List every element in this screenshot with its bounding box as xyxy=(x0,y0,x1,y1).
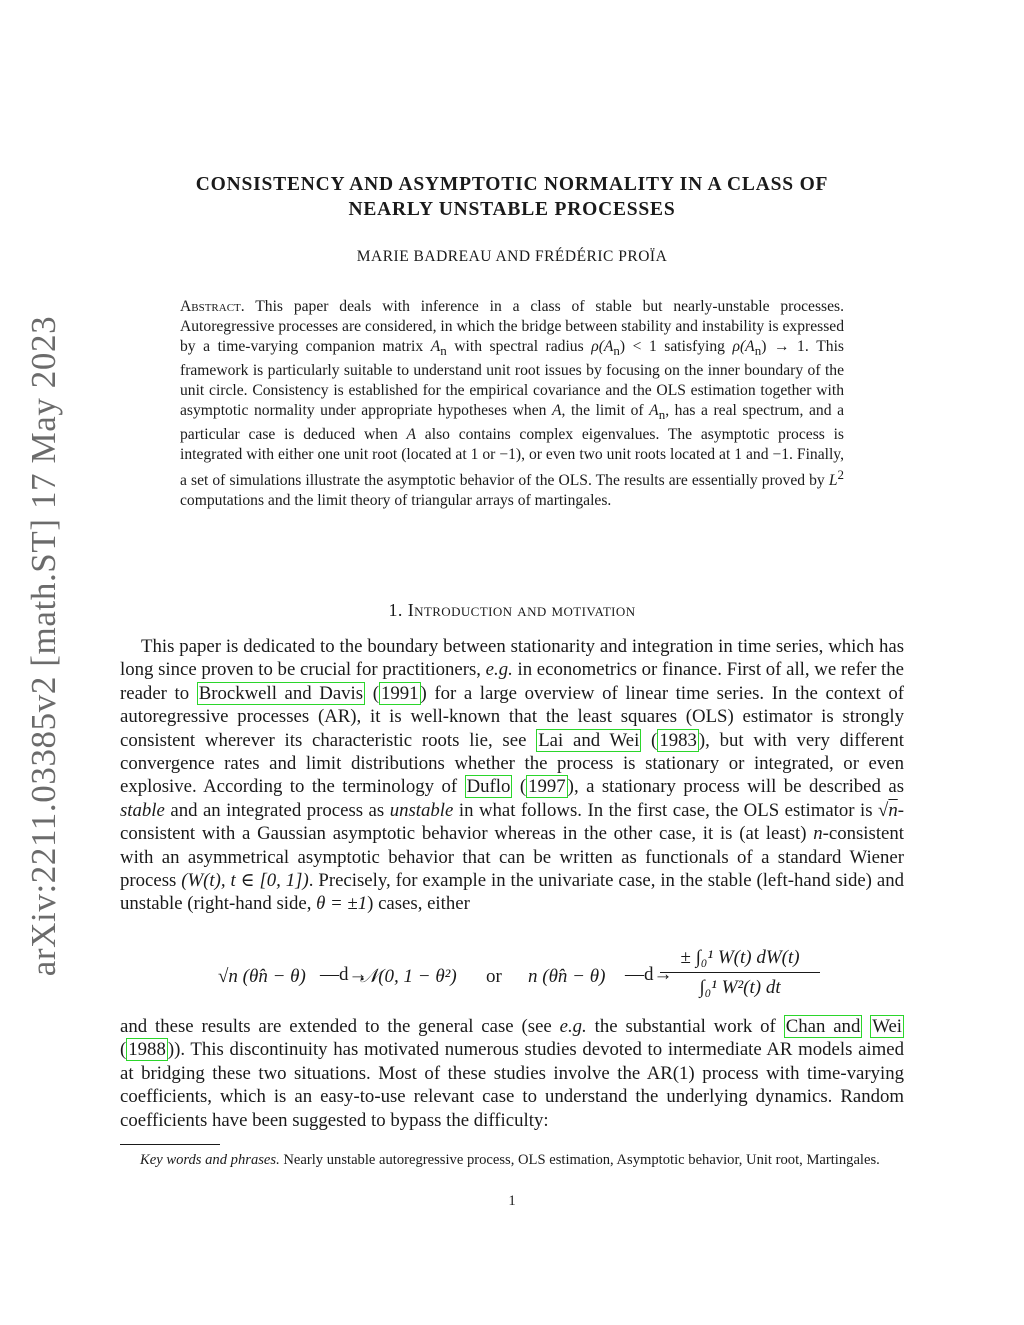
arxiv-identifier-text: arXiv:2211.03385v2 [math.ST] 17 May 2023 xyxy=(24,315,63,977)
abstract-text-6: , has a real spectrum, and a particular case is deduced when xyxy=(180,402,845,444)
citation-year-1997[interactable]: 1997 xyxy=(528,776,566,798)
eg-italic: e.g. xyxy=(559,1016,587,1037)
eq-denominator: ∫₀¹ W²(t) dt xyxy=(699,977,781,998)
math-sub-n: n xyxy=(658,407,666,423)
citation-link-brockwell-davis[interactable]: Brockwell and Davis xyxy=(198,682,364,704)
eq-arrow-left: —d→ xyxy=(320,964,368,985)
math-A: A xyxy=(430,338,441,355)
sqrt-symbol: √ xyxy=(878,799,889,821)
math-rho: ρ(A xyxy=(591,338,614,355)
abstract xyxy=(180,297,844,511)
para-text: ). This discontinuity has motivated numerous studies devoted to intermediate AR models aimed at bridging these two situations. Most of these studies involve the AR(1) process with time-varying coefficients, which is an easy-to-use relevant case to understand the underlying dynamics. Random coefficients have been suggested to bypass the difficulty: xyxy=(120,1039,904,1131)
eq-arrow-right: —d→ xyxy=(625,964,673,985)
math-L: L xyxy=(828,472,838,490)
citation-year-1988[interactable]: 1988 xyxy=(128,1039,166,1061)
intro-text: and an integrated process as xyxy=(164,799,390,821)
abstract-text-4: . This framework is particularly suitable to understand unit root issues by focusing on the inner boundary of the unit circle. Consistency is established for the empirical covariance and the OLS estimation together with asymptotic normality under appropriate hypotheses when xyxy=(180,338,844,420)
page-number: 1 xyxy=(508,1193,516,1209)
title-line-1: CONSISTENCY AND ASYMPTOTIC NORMALITY IN A CLASS OF xyxy=(195,174,829,195)
term-unstable: unstable xyxy=(389,799,454,821)
para-text: the substantial work of xyxy=(586,1016,784,1037)
math-A: A xyxy=(551,402,562,420)
citation-link-chan-wei[interactable]: Chan and xyxy=(785,1016,861,1037)
title-line-2: NEARLY UNSTABLE PROCESSES xyxy=(348,199,676,220)
intro-paragraph: This paper is dedicated to the boundary between stationarity and integration in time series, which has long since proven to be crucial for practitioners, e.g. in econometrics or finance. First of all, we refer the reader to Brockwell and Davis ( 1991 ) for a large overview of linear time series. In the context of autoregressive processes (AR), it is well-known that the least squares (OLS) estimator is strongly consistent wherever its characteristic roots lie, see Lai and Wei ( 1983 ), but with very different convergence rates and limit distributions whether the process is stationary or integrated, or even explosive. According to the terminology of Duflo ( 1997 ), a stationary process will be described as stable and an integrated process as unstable in what follows. In the first case, the OLS estimator is √n-consistent with a Gaussian asymptotic behavior whereas in the other case, it is (at least) n-consistent with an asymmetrical asymptotic behavior that can be written as functionals of a standard Wiener process (W(t), t ∈ [0, 1]). Precisely, for example in the univariate case, in the stable (left-hand side) and unstable (right-hand side, θ = ±1) cases, either xyxy=(120,636,905,915)
eq-normal-limit: 𝒩(0, 1 − θ²) xyxy=(360,966,457,987)
intro-text: , but with very different convergence rates and limit distributions whether the process is stationary or integrated, or even explosive. According to the terminology of xyxy=(120,729,904,798)
intro-text: in econometrics or finance. First of all, we refer the reader to xyxy=(120,659,904,704)
footnote-text: Nearly unstable autoregressive process, OLS estimation, Asymptotic behavior, Unit root, Martingales. xyxy=(279,1152,880,1168)
paper-title xyxy=(120,172,904,222)
math-sub-n: n xyxy=(440,343,447,359)
eg-italic: e.g. xyxy=(485,659,513,681)
math-rho: ρ(A xyxy=(732,338,755,355)
citation-link-duflo[interactable]: Duflo xyxy=(466,776,511,798)
abstract-text-3: satisfying xyxy=(656,338,733,355)
math-A: A xyxy=(649,402,659,420)
intro-text: This paper is dedicated to the boundary between stationarity and integration in time series, which has long since proven to be crucial for practitioners, xyxy=(120,636,904,681)
arxiv-identifier-stamp xyxy=(18,315,70,977)
eq-rhs: n (θ̂n − θ) xyxy=(528,966,606,987)
abstract-text-8: computations and the limit theory of triangular arrays of martingales. xyxy=(180,492,612,510)
eq-or: or xyxy=(486,966,502,987)
abstract-text-7: also contains complex eigenvalues. The asymptotic process is integrated with either one unit root (located at 1 or −1), or even two unit roots located at 1 and −1. Finally, a set of simulations illustrate the asymptotic behavior of the OLS. The results are essentially proved by xyxy=(180,426,844,490)
paper-authors: MARIE BADREAU AND FRÉDÉRIC PROÏA xyxy=(356,248,668,265)
citation-link-lai-wei[interactable]: Lai and Wei xyxy=(538,729,640,751)
intro-text: . Precisely, for example in the univariate case, in the stable (left-hand side) and unstable (right-hand side, xyxy=(120,870,904,915)
display-equation xyxy=(120,947,904,1010)
math-to-1: ) → 1 xyxy=(761,338,805,355)
eq-numerator: ± ∫₀¹ W(t) dW(t) xyxy=(660,947,820,973)
math-sub-n: n xyxy=(754,343,762,359)
intro-text: , a stationary process will be described as xyxy=(573,776,904,798)
abstract-text-2: with spectral radius xyxy=(446,338,592,355)
math-wiener-process: (W(t), t ∈ [0, 1]) xyxy=(181,870,309,892)
footnote-divider xyxy=(120,1144,220,1145)
citation-year-1983[interactable]: 1983 xyxy=(659,729,697,751)
eq-lhs: √n (θ̂n − θ) xyxy=(218,966,306,987)
term-stable: stable xyxy=(120,799,165,821)
math-sup-2: 2 xyxy=(837,467,844,483)
citation-link-chan-wei-2[interactable]: Wei xyxy=(872,1016,903,1037)
eq-fraction xyxy=(660,947,820,999)
intro-text: -consistent with an asymmetrical asymptotic behavior that can be written as functionals of a standard Wiener process xyxy=(120,823,904,892)
math-theta-pm: θ = ±1 xyxy=(316,893,368,915)
math-A: A xyxy=(406,426,417,444)
footnote-label: Key words and phrases. xyxy=(140,1152,280,1168)
intro-text: -consistent with a Gaussian asymptotic behavior whereas in the other case, it is (at least) xyxy=(120,799,905,845)
para-text: and these results are extended to the general case (see xyxy=(120,1016,560,1037)
abstract-text-5: , the limit of xyxy=(561,402,650,420)
citation-year-1991[interactable]: 1991 xyxy=(380,682,419,704)
intro-text: in what follows. In the first case, the OLS estimator is xyxy=(453,799,879,821)
abstract-label: Abstract. xyxy=(180,298,245,315)
math-sub-n: n xyxy=(613,343,620,359)
section-heading: 1. Introduction and motivation xyxy=(388,600,636,620)
continuation-paragraph: and these results are extended to the general case (see e.g. the substantial work of Chan and Wei ( 1988 )). This discontinuity has motivated numerous studies devoted to intermediate AR models aimed at bridging these two situations. Most of these studies involve the AR(1) process with time-varying coefficients, which is an easy-to-use relevant case to understand the underlying dynamics. Random coefficients have been suggested to bypass the difficulty: xyxy=(120,1016,904,1131)
intro-text: ) cases, either xyxy=(367,893,470,915)
footnote xyxy=(120,1151,904,1170)
math-n: n xyxy=(813,823,823,845)
abstract-text-1: This paper deals with inference in a class of stable but nearly-unstable processes. Autoregressive processes are considered, in which the bridge between stability and instability is expressed by a time-varying companion matrix xyxy=(180,298,844,355)
intro-text: for a large overview of linear time series. In the context of autoregressive processes (AR), it is well-known that the least squares (OLS) estimator is strongly consistent wherever its characteristic roots lie, see xyxy=(120,682,905,751)
math-lt-1: ) < 1 xyxy=(619,338,657,355)
math-n: n xyxy=(888,799,898,821)
